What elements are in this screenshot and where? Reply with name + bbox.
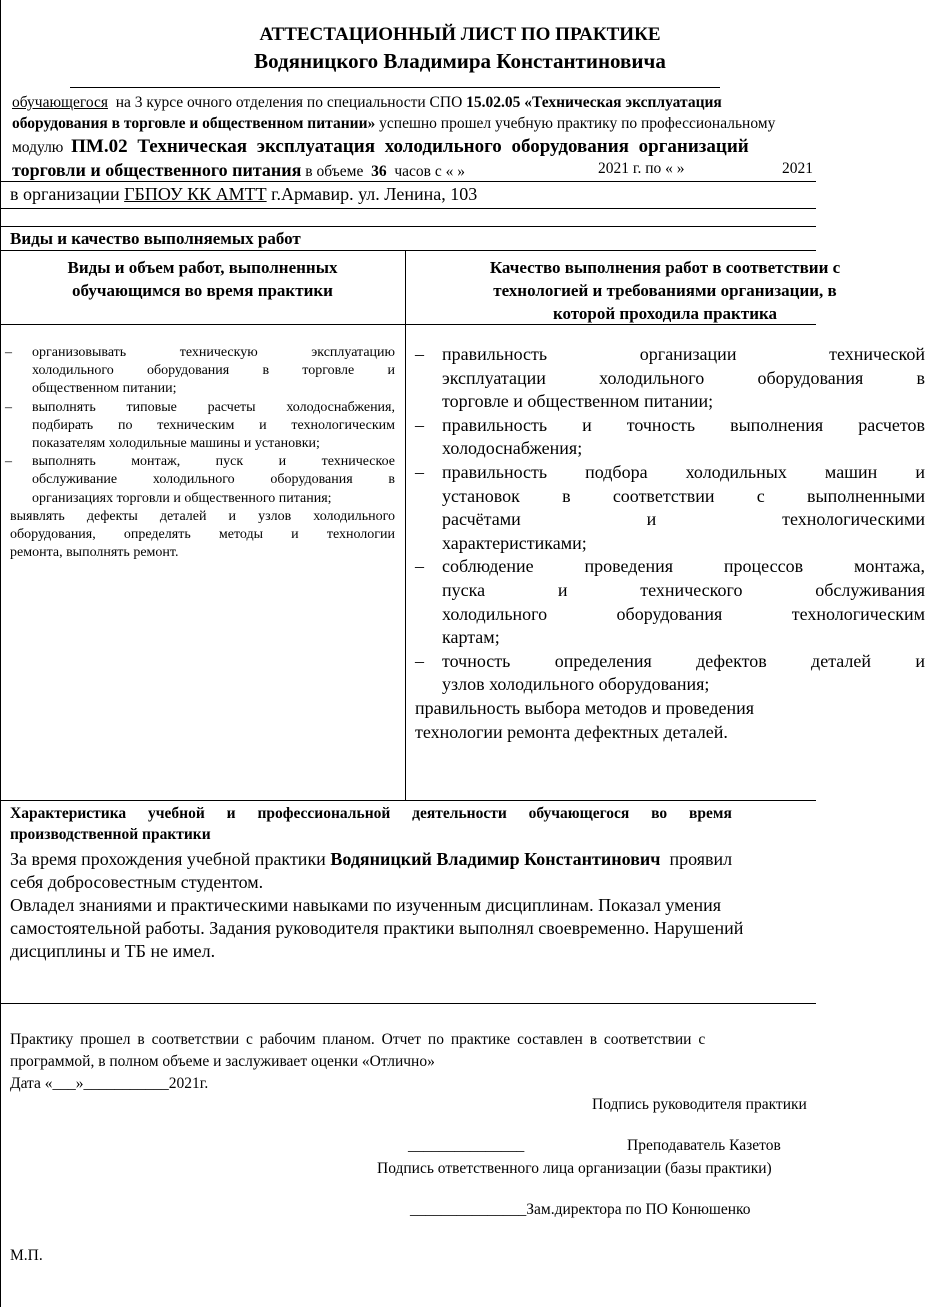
list-item: – выполнять монтаж, пуск и техническое обслуживание холодильного оборудования в организациях торговли и общественного питания;: [5, 454, 395, 506]
works-top-line: [0, 226, 816, 227]
works-left-column: [0, 344, 405, 562]
works-right-column: [405, 343, 925, 744]
organization-signature-label: Подпись ответственного лица организации (базы практики): [377, 1160, 772, 1177]
deputy-name: Зам.директора по ПО Конюшенко: [526, 1201, 751, 1218]
works-section-title: Виды и качество выполняемых работ: [10, 229, 301, 248]
attestation-sheet: АТТЕСТАЦИОННЫЙ ЛИСТ ПО ПРАКТИКЕ Водяницкого Владимира Константиновича обучающегося на 3 курсе очного отделения по специальности СПО 15.02.05 «Техническая эксплуатация оборудования в торговле и общественном питании» успешно прошел учебную практику по профессиональному модулю ПМ.02 Техническая эксплуатация холодильного оборудования организаций торговли и общественного питания в объеме 36 часов с « » 2021 г. по « » 2021 в организации ГБПОУ КК АМТТ г.Армавир. ул. Ленина, 103 Виды и качество выполняемых работ Виды и объем работ, выполненных обучающимся во время практики Качество выполнения работ в соответствии с технологией и требованиями организации, в которой проходила практика – организовывать техническую эксплуатацию холодильного оборудования в торговле и общественном питании; – выполнять типовые расчеты холодоснабжения, подбирать по техническим и технологическим показателям холодильные машины и установки; – выполнять монтаж, пуск и техническое обслуживание холодильного оборудования в организациях торговли и общественного питания; выявлять дефекты деталей и узлов холодильного оборудования, определять методы и технологии ремонта, выполнять ремонт. – правильность организации технической эксплуатации холодильного оборудования в торговле и общественном питании; – правильность и точность выполнения расчетов холодоснабжения; – правильность подбора холодильных машин и установок в соответствии с выполненными расчётами и технологическими характеристиками; – соблюдение проведения процессов монтажа, пуска и технического обслуживания холодильного оборудования технологическим картам; – точность определения дефектов деталей и узлов холодильного оборудования; правильность выбора методов и проведения технологии ремонта дефектных деталей. Характеристика учебной и профессиональной деятельности обучающегося во время производственной практики За время прохождения учебной практики Водяницкий Владимир Константинович проявил себя добросовестным студентом. Овладел знаниями и практическими навыками по изученным дисциплинам. Показал умения самостоятельной работы. Задания руководителя практики выполнял своевременно. Нарушений дисциплины и ТБ не имел. Практику прошел в соответствии с рабочим планом. Отчет по практике составлен в соответствии с программой, в полном объеме и заслуживает оценки «Отлично» Дата «___»___________2021г. Подпись руководителя практики _______________ Преподаватель Казетов Подпись ответственного лица организации (базы практики) _______________Зам.директора по ПО Конюшенко М.П.: [0, 0, 816, 1307]
stamp-label: М.П.: [10, 1247, 43, 1264]
list-tail: правильность выбора методов и проведения технологии ремонта дефектных деталей.: [415, 697, 755, 742]
characteristic-p2-l3: дисциплины и ТБ не имел.: [10, 941, 216, 961]
list-item: – соблюдение проведения процессов монтажа, пуска и технического обслуживания холодильного оборудования технологическим картам;: [415, 556, 925, 648]
works-table-top: [0, 250, 816, 251]
list-item: – правильность организации технической эксплуатации холодильного оборудования в торговле и общественном питании;: [415, 344, 925, 412]
conclusion-line-1: Практику прошел в соответствии с рабочим планом. Отчет по практике составлен в соответствии с: [10, 1031, 706, 1048]
student-name-inline: Водяницкий Владимир Константинович: [330, 849, 661, 869]
intro-line-1: обучающегося на 3 курсе очного отделения по специальности СПО 15.02.05 «Техническая эксплуатация: [12, 94, 722, 111]
supervisor-signature-label: Подпись руководителя практики: [592, 1096, 807, 1113]
list-item: – правильность подбора холодильных машин и установок в соответствии с выполненными расчётами и технологическими характеристиками;: [415, 461, 925, 553]
list-item: – организовывать техническую эксплуатацию холодильного оборудования в торговле и общественном питании;: [5, 345, 395, 397]
works-table-bottom: [0, 800, 816, 801]
intro-line-3: модулю ПМ.02 Техническая эксплуатация холодильного оборудования организаций: [12, 136, 749, 157]
works-col2-header: Качество выполнения работ в соответствии с технологией и требованиями организации, в которой проходила практика: [489, 258, 841, 323]
date-year: 2021: [782, 160, 813, 177]
organization-name: ГБПОУ КК АМТТ: [124, 184, 267, 204]
characteristic-title: Характеристика учебной и профессиональной деятельности обучающегося во время: [10, 805, 732, 822]
list-item: – правильность и точность выполнения расчетов холодоснабжения;: [415, 414, 925, 459]
signature-line-deputy: _______________Зам.директора по ПО Конюшенко: [410, 1201, 751, 1218]
characteristic-bottom-line: [0, 1003, 816, 1004]
module-name: ПМ.02 Техническая эксплуатация холодильного оборудования организаций: [71, 136, 749, 157]
intro-line-4: торговли и общественного питания в объеме 36 часов с « »: [12, 160, 465, 180]
characteristic-p2-l1: Овладел знаниями и практическими навыками по изученным дисциплинам. Показал умения: [10, 895, 721, 915]
characteristic-p1: За время прохождения учебной практики Водяницкий Владимир Константинович проявил: [10, 849, 733, 869]
date-field: Дата «___»___________2021г.: [10, 1075, 209, 1092]
list-tail: выявлять дефекты деталей и узлов холодильного оборудования, определять методы и технологии ремонта, выполнять ремонт.: [10, 508, 395, 561]
teacher-name: Преподаватель Казетов: [627, 1137, 781, 1154]
hours-value: 36: [371, 163, 387, 180]
student-name: Водяницкого Владимира Константиновича: [254, 49, 666, 73]
intro-line-2: оборудования в торговле и общественном питании» успешно прошел учебную практику по профессиональному: [12, 115, 776, 132]
date-to: 2021 г. по « »: [598, 160, 685, 177]
characteristic-p2-l2: самостоятельной работы. Задания руководителя практики выполнял своевременно. Нарушений: [10, 918, 744, 938]
organization-bottom-line: [0, 208, 816, 209]
organization-line: в организации ГБПОУ КК АМТТ г.Армавир. ул. Ленина, 103: [10, 184, 478, 204]
intro-bottom-line: [0, 181, 816, 182]
list-item: – точность определения дефектов деталей и узлов холодильного оборудования;: [415, 650, 925, 695]
signature-line-teacher: _______________: [408, 1137, 525, 1154]
conclusion-line-2: программой, в полном объеме и заслуживает оценки «Отлично»: [10, 1053, 435, 1070]
works-col1-header: Виды и объем работ, выполненных обучающимся во время практики: [67, 258, 338, 300]
page-title: АТТЕСТАЦИОННЫЙ ЛИСТ ПО ПРАКТИКЕ: [259, 24, 661, 45]
name-underline: [70, 87, 720, 88]
page-left-border: [0, 0, 1, 1307]
list-item: – выполнять типовые расчеты холодоснабжения, подбирать по техническим и технологическим показателям холодильные машины и установки;: [5, 399, 395, 452]
